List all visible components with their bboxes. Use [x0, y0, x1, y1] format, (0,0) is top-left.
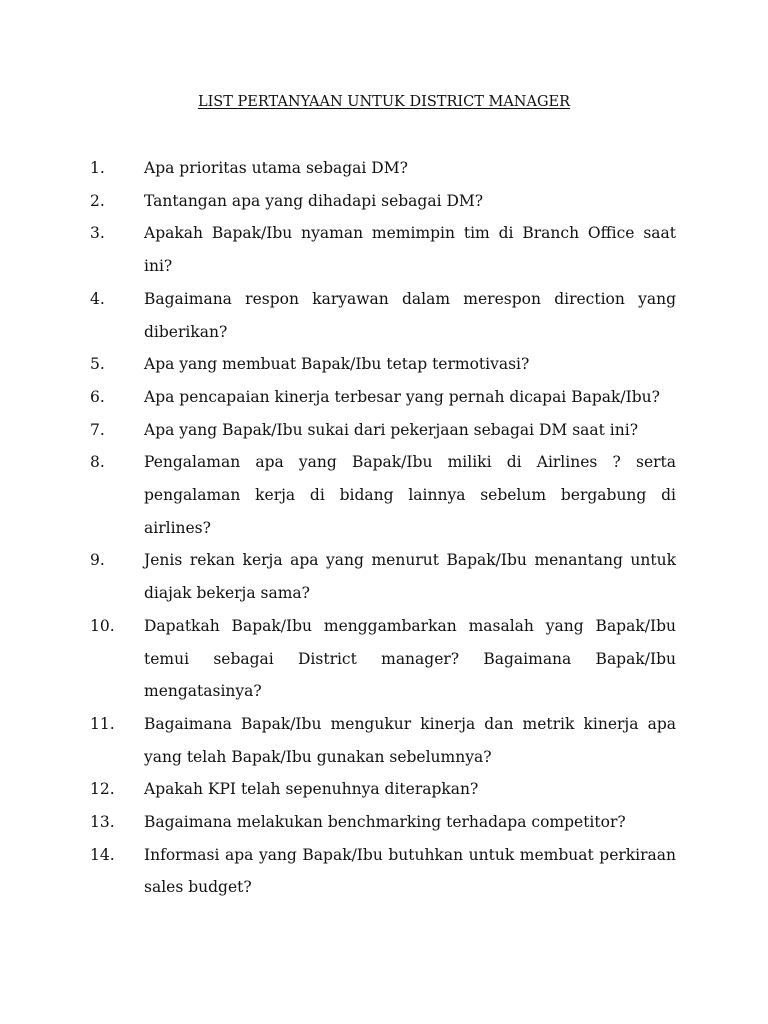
question-item [0, 283, 768, 348]
question-number: 13. [90, 813, 115, 832]
question-item [0, 806, 768, 839]
question-number: 1. [90, 159, 105, 177]
question-text: Apa yang membuat Bapak/Ibu tetap termotivasi? [144, 355, 530, 374]
question-item [0, 152, 768, 185]
question-text: Bagaimana melakukan benchmarking terhadapa competitor? [144, 813, 626, 832]
question-number: 9. [90, 551, 105, 570]
question-text: Apakah Bapak/Ibu nyaman memimpin tim di Branch Office saat ini? [144, 224, 676, 276]
question-item [0, 839, 768, 904]
question-item [0, 544, 768, 609]
question-number: 4. [90, 289, 105, 308]
question-text: Pengalaman apa yang Bapak/Ibu miliki di Airlines ? serta pengalaman kerja di bidang lainnya sebelum bergabung di airlines? [144, 453, 676, 537]
question-text: Bagaimana respon karyawan dalam merespon direction yang diberikan? [144, 289, 676, 341]
question-text: Apakah KPI telah sepenuhnya diterapkan? [144, 780, 479, 799]
document-title: LIST PERTANYAAN UNTUK DISTRICT MANAGER [197, 94, 571, 110]
question-item [0, 381, 768, 414]
question-item [0, 773, 768, 806]
question-number: 5. [90, 355, 105, 374]
question-text: Jenis rekan kerja apa yang menurut Bapak/Ibu menantang untuk diajak bekerja sama? [144, 551, 676, 603]
question-text: Bagaimana Bapak/Ibu mengukur kinerja dan metrik kinerja apa yang telah Bapak/Ibu gunakan sebelumnya? [144, 714, 676, 766]
question-number: 11. [90, 714, 115, 733]
question-list [0, 152, 768, 904]
question-number: 14. [90, 845, 115, 864]
question-text: Apa pencapaian kinerja terbesar yang pernah dicapai Bapak/Ibu? [144, 387, 660, 406]
question-item [0, 217, 768, 282]
question-text: Informasi apa yang Bapak/Ibu butuhkan untuk membuat perkiraan sales budget? [144, 845, 676, 897]
question-item [0, 185, 768, 218]
question-text: Apa yang Bapak/Ibu sukai dari pekerjaan sebagai DM saat ini? [144, 420, 639, 439]
question-item [0, 446, 768, 544]
question-text: Dapatkah Bapak/Ibu menggambarkan masalah yang Bapak/Ibu temui sebagai District manager? Bagaimana Bapak/Ibu mengatasinya? [144, 616, 676, 701]
question-number: 8. [90, 453, 105, 472]
question-item [0, 610, 768, 708]
question-item [0, 348, 768, 381]
question-text: Tantangan apa yang dihadapi sebagai DM? [144, 191, 484, 210]
question-number: 10. [90, 616, 115, 635]
question-item [0, 708, 768, 773]
question-number: 6. [90, 387, 105, 406]
question-number: 7. [90, 420, 105, 439]
question-number: 2. [90, 191, 105, 210]
question-number: 12. [90, 780, 115, 799]
question-number: 3. [90, 224, 105, 243]
question-item [0, 414, 768, 447]
question-text: Apa prioritas utama sebagai DM? [144, 159, 408, 177]
